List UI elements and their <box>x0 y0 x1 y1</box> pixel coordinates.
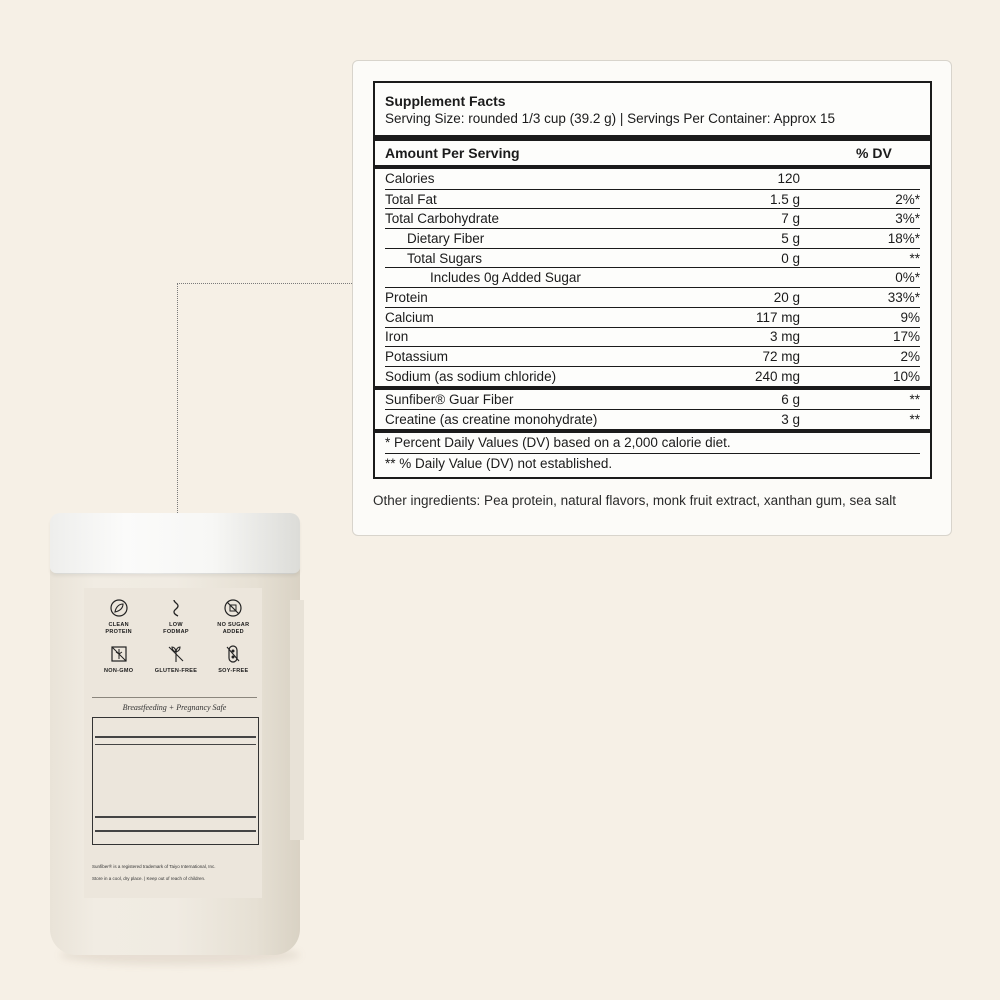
supplement-facts-callout <box>352 60 952 536</box>
badge-low-fodmap <box>147 598 204 636</box>
nutrient-amount: 6 g <box>781 391 800 407</box>
nutrient-dv: 9% <box>900 309 920 325</box>
jar-mini-supplement-facts <box>92 717 259 845</box>
nutrient-name: Creatine (as creatine monohydrate) <box>385 412 598 428</box>
nutrient-row <box>385 327 920 347</box>
dv-header-label: % DV <box>856 145 892 161</box>
nutrient-amount: 5 g <box>781 230 800 246</box>
badge-label: SOY-FREE <box>218 668 249 674</box>
badge-no-sugar-added <box>205 598 262 636</box>
no-gmo-icon <box>109 644 129 664</box>
nutrient-amount: 240 mg <box>754 368 800 384</box>
nutrient-amount: 1.5 g <box>769 191 800 207</box>
mini-divider <box>95 736 256 738</box>
nutrient-dv: 3%* <box>895 211 920 227</box>
jar-tagline: Breastfeeding + Pregnancy Safe <box>122 703 227 712</box>
nutrient-row <box>385 169 920 189</box>
nutrient-row <box>385 228 920 248</box>
mini-divider <box>95 830 256 832</box>
callout-connector-vertical <box>177 283 178 513</box>
nutrient-row <box>385 390 920 410</box>
no-sugar-icon <box>223 598 243 618</box>
mini-divider <box>95 816 256 818</box>
nutrient-row <box>385 346 920 366</box>
nutrient-name: Calories <box>385 171 435 187</box>
jar-label-divider <box>92 697 257 698</box>
nutrient-name: Potassium <box>385 349 449 365</box>
badge-clean-protein <box>90 598 147 636</box>
nutrient-row <box>385 409 920 429</box>
no-soy-icon <box>223 644 243 664</box>
jar-trademark-text: Sunfiber® is a registered trademark of Taiyo International, Inc. <box>92 864 216 869</box>
nutrient-amount: 20 g <box>773 289 800 305</box>
badge-non-gmo <box>90 644 147 675</box>
nutrient-amount: 72 mg <box>762 349 800 365</box>
other-ingredients: Other ingredients: Pea protein, natural flavors, monk fruit extract, xanthan gum, sea salt <box>373 493 897 508</box>
nutrient-dv: 2% <box>900 349 920 365</box>
nutrient-dv: 33%* <box>887 289 920 305</box>
jar-lid <box>50 513 300 573</box>
nutrient-dv: ** <box>909 412 920 428</box>
badge-label: NO SUGAR ADDED <box>217 622 250 635</box>
nutrient-row <box>385 307 920 327</box>
no-wheat-icon <box>166 644 186 664</box>
nutrient-rows <box>385 169 920 386</box>
nutrient-amount: 3 mg <box>769 329 800 345</box>
nutrient-amount: 120 <box>777 171 800 187</box>
nutrient-dv: ** <box>909 391 920 407</box>
serving-info: Serving Size: rounded 1/3 cup (39.2 g) | Servings Per Container: Approx 15 <box>385 111 836 126</box>
nutrient-name: Total Carbohydrate <box>385 211 500 227</box>
blend-rows <box>385 390 920 429</box>
nutrient-row <box>385 189 920 209</box>
badge-soy-free <box>205 644 262 675</box>
footnote-not-established: ** % Daily Value (DV) not established. <box>385 453 920 473</box>
nutrient-row <box>385 248 920 268</box>
nutrient-amount: 117 mg <box>755 309 800 325</box>
nutrient-amount: 3 g <box>781 412 800 428</box>
nutrient-dv: 18%* <box>887 230 920 246</box>
nutrient-row <box>385 208 920 228</box>
nutrient-name: Dietary Fiber <box>407 230 485 246</box>
nutrient-dv: 17% <box>892 329 920 345</box>
footnote-dv: * Percent Daily Values (DV) based on a 2,000 calorie diet. <box>385 435 731 451</box>
jar-badge-grid <box>90 598 262 675</box>
nutrient-name: Iron <box>385 329 409 345</box>
supplement-facts-table <box>373 81 932 479</box>
badge-label: CLEAN PROTEIN <box>105 622 132 635</box>
jar-side-label <box>290 600 304 840</box>
leaf-circle-icon <box>109 598 129 618</box>
nutrient-row <box>385 366 920 386</box>
nutrient-name: Calcium <box>385 309 434 325</box>
nutrient-dv: 0%* <box>895 270 920 286</box>
nutrient-name: Sodium (as sodium chloride) <box>385 368 557 384</box>
amount-header-row <box>385 141 920 165</box>
nutrient-name: Protein <box>385 289 428 305</box>
badge-label: NON-GMO <box>104 668 134 674</box>
nutrient-amount: 0 g <box>781 250 800 266</box>
jar-storage-text: Store in a cool, dry place. | Keep out of reach of children. <box>92 876 206 881</box>
nutrient-amount: 7 g <box>781 211 800 227</box>
badge-gluten-free <box>147 644 204 675</box>
nutrient-dv: 10% <box>892 368 920 384</box>
nutrient-name: Includes 0g Added Sugar <box>430 270 581 286</box>
nutrient-name: Sunfiber® Guar Fiber <box>385 391 514 407</box>
callout-connector-horizontal <box>177 283 352 284</box>
nutrient-row <box>385 267 920 287</box>
nutrient-name: Total Sugars <box>407 250 483 266</box>
badge-label: GLUTEN-FREE <box>154 668 198 674</box>
amount-header-label: Amount Per Serving <box>385 145 520 161</box>
nutrient-dv: 2%* <box>895 191 920 207</box>
supplement-facts-title: Supplement Facts <box>385 93 506 109</box>
nutrient-name: Total Fat <box>385 191 437 207</box>
nutrient-row <box>385 287 920 307</box>
intestine-icon <box>166 598 186 618</box>
badge-label: LOW FODMAP <box>163 622 189 635</box>
mini-divider <box>95 744 256 745</box>
nutrient-dv: ** <box>909 250 920 266</box>
